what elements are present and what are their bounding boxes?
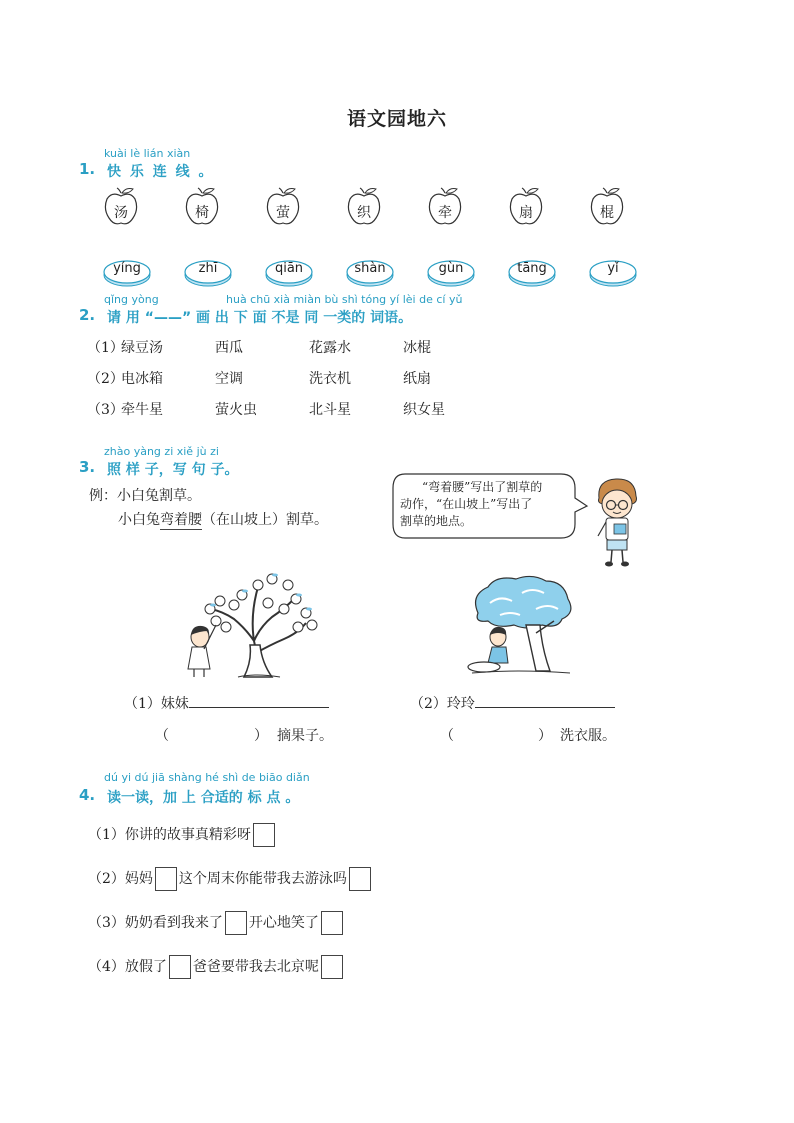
pinyin-oval-text: tāng: [517, 261, 547, 276]
q3-item-2-end: 洗衣服。: [560, 728, 616, 744]
q3-item-1-paren-close: ）: [254, 728, 268, 744]
q2-number: 2.: [79, 306, 96, 324]
page-title: 语文园地六: [346, 108, 447, 130]
q3-item-1-paren-open: （: [155, 728, 169, 744]
apple-icon[interactable]: [590, 187, 624, 227]
punctuation-box[interactable]: [169, 955, 191, 979]
pinyin-oval[interactable]: [507, 258, 557, 284]
pinyin-oval-text: gùn: [438, 261, 464, 276]
q1-instruction: 快 乐 连 线 。: [107, 164, 215, 180]
q3-example-underlined: 弯着腰: [160, 509, 202, 530]
q4-item-2: [88, 867, 373, 891]
q4-number: 4.: [79, 786, 96, 804]
punctuation-box[interactable]: [155, 867, 177, 891]
q4-item-4: [88, 955, 345, 979]
q2-word: 空调: [215, 371, 243, 387]
apple-icon[interactable]: [347, 187, 381, 227]
q3-item-1-num: （1）: [124, 696, 161, 712]
q3-pinyin: zhào yàng zi xiě jù zi: [104, 445, 219, 458]
apple-icon[interactable]: [104, 187, 138, 227]
q4-item-text: 爸爸要带我去北京呢: [192, 959, 319, 975]
q2-word: 洗衣机: [309, 371, 351, 387]
q2-word: 冰棍: [403, 340, 431, 356]
q2-word: 织女星: [403, 402, 445, 418]
q3-example-label: 例：小白兔割草。: [89, 488, 201, 504]
pinyin-oval-text: yǐ: [607, 261, 619, 276]
q2-word: 绿豆汤: [121, 340, 163, 356]
q3-number: 3.: [79, 458, 96, 476]
q2-row-3-num: （3）: [87, 402, 124, 418]
pinyin-oval-text: yíng: [113, 261, 141, 276]
q3-example-pre: 小白兔: [118, 512, 160, 528]
pinyin-oval-text: shàn: [354, 261, 386, 276]
washing-tree-illustration: [466, 573, 576, 681]
q3-item-2-subject: 玲玲: [446, 696, 475, 712]
apple-character: 椅: [195, 205, 209, 221]
punctuation-box[interactable]: [349, 867, 371, 891]
q1-pinyin: kuài lè lián xiàn: [104, 147, 191, 160]
q4-item-text: 开心地笑了: [248, 915, 319, 931]
q3-item-1-end: 摘果子。: [277, 728, 333, 744]
q3-item-2: [410, 693, 615, 713]
q4-item-3: [88, 911, 345, 935]
pinyin-oval-text: zhī: [198, 261, 218, 276]
pinyin-oval-text: qiān: [274, 261, 304, 276]
apple-character: 牵: [438, 205, 452, 221]
bubble-line-2: 动作，“在山坡上”写出了: [400, 497, 533, 511]
bubble-text: [400, 479, 542, 530]
q4-instruction: 读一读，加 上 合适的 标 点 。: [107, 790, 300, 806]
q3-item-2-paren-open: （: [440, 728, 454, 744]
pinyin-oval[interactable]: [426, 258, 476, 284]
apple-character: 扇: [519, 205, 533, 221]
q3-item-1: [124, 693, 329, 713]
q2-word: 北斗星: [309, 402, 351, 418]
apple-icon[interactable]: [266, 187, 300, 227]
q4-pinyin: dú yi dú jiā shàng hé shì de biāo diǎn: [104, 771, 310, 784]
q4-item-num: （4）: [88, 959, 125, 975]
q3-item-2-blank[interactable]: [475, 707, 615, 708]
apple-character: 棍: [600, 205, 614, 221]
q2-pinyin-left: qǐng yòng: [104, 293, 159, 306]
q4-item-text: 这个周末你能带我去游泳吗: [178, 871, 347, 887]
apple-icon[interactable]: [428, 187, 462, 227]
apple-icon[interactable]: [509, 187, 543, 227]
boy-illustration: [592, 476, 642, 568]
apple-character: 织: [357, 205, 371, 221]
q2-word: 电冰箱: [121, 371, 163, 387]
q4-item-text: 你讲的故事真精彩呀: [124, 827, 251, 843]
q3-example-sentence: [118, 509, 328, 530]
q4-item-text: 奶奶看到我来了: [124, 915, 223, 931]
bubble-line-1: “弯着腰”写出了割草的: [422, 480, 543, 494]
q4-item-num: （2）: [88, 871, 125, 887]
q4-item-text: 放假了: [124, 959, 167, 975]
q3-example-post: （在山坡上）割草。: [202, 512, 328, 528]
q3-item-1-blank[interactable]: [189, 707, 329, 708]
q3-item-2-num: （2）: [410, 696, 447, 712]
q1-number: 1.: [79, 160, 96, 178]
punctuation-box[interactable]: [225, 911, 247, 935]
punctuation-box[interactable]: [253, 823, 275, 847]
punctuation-box[interactable]: [321, 955, 343, 979]
q2-word: 纸扇: [403, 371, 431, 387]
q2-word: 萤火虫: [215, 402, 257, 418]
punctuation-box[interactable]: [321, 911, 343, 935]
bubble-line-3: 割草的地点。: [400, 514, 473, 528]
pinyin-oval[interactable]: [102, 258, 152, 284]
q2-word: 花露水: [309, 340, 351, 356]
q2-row-2-num: （2）: [87, 371, 124, 387]
pinyin-oval[interactable]: [345, 258, 395, 284]
q2-word: 牵牛星: [121, 402, 163, 418]
q2-word: 西瓜: [215, 340, 243, 356]
pinyin-oval[interactable]: [588, 258, 638, 284]
q3-item-1-subject: 妹妹: [160, 696, 189, 712]
q4-item-text: 妈妈: [124, 871, 153, 887]
q3-instruction: 照 样 子，写 句 子。: [107, 462, 239, 478]
pinyin-oval[interactable]: [264, 258, 314, 284]
q4-item-num: （1）: [88, 827, 125, 843]
fruit-tree-illustration: [180, 565, 330, 680]
apple-icon[interactable]: [185, 187, 219, 227]
q2-pinyin-right: huà chū xià miàn bù shì tóng yí lèi de cí yǔ: [226, 293, 463, 306]
apple-character: 萤: [276, 205, 290, 221]
q3-item-2-paren-close: ）: [538, 728, 552, 744]
q2-row-1-num: （1）: [87, 340, 124, 356]
apple-character: 汤: [114, 205, 128, 221]
pinyin-oval[interactable]: [183, 258, 233, 284]
q4-item-num: （3）: [88, 915, 125, 931]
q2-instruction: 请 用 “——” 画 出 下 面 不是 同 一类的 词语。: [107, 310, 413, 326]
q4-item-1: [88, 823, 277, 847]
